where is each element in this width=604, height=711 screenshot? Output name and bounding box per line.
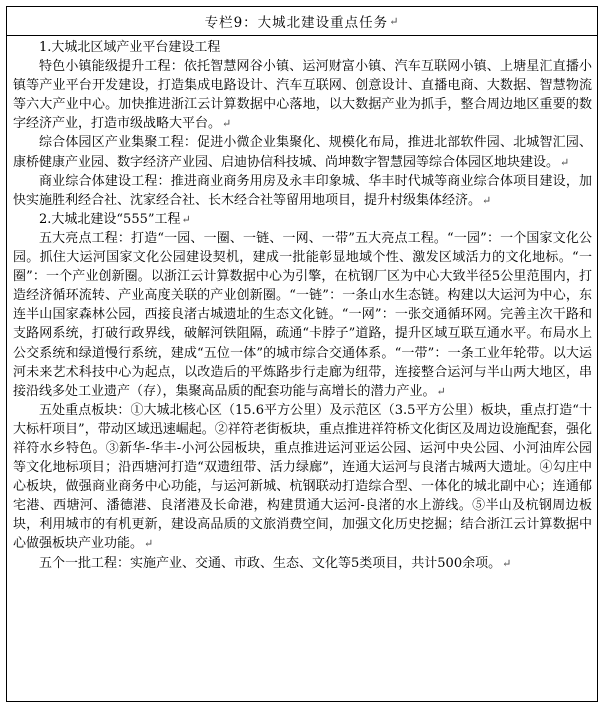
box-title: 专栏9：大城北建设重点任务 [204,15,389,31]
paragraph-mark-icon: ↵ [222,117,232,131]
section-heading-2: 2.大城北建设“555”工程↵ [39,211,191,227]
paragraph-mark-icon: ↵ [389,14,400,28]
paragraph-mark-icon: ↵ [502,556,512,570]
paragraph-mark-icon: ↵ [560,155,570,169]
box-title-cell [6,6,598,35]
paragraph-park-cluster: 综合体园区产业集聚工程：促进小微企业集聚化、规模化布局，推进北部软件园、北城智汇园、康桥健康产业园、数字经济产业园、启迪协信科技城、尚坤数字智慧园等综合体园区地块建设。↵ [13,135,592,170]
paragraph-mark-icon: ↵ [482,193,492,207]
feature-box [6,6,598,702]
paragraph-five-highlights: 五大亮点工程：打造“一园、一圈、一链、一网、一带”五大亮点工程。“一园”：一个国家文化公园。抓住大运河国家文化公园建设契机，建成一批能彰显地域个性、激发区域活力的文化地标。“一圈”：一个产业创新圈。以浙江云计算数据中心为引擎，在杭钢厂区为中心大致半径5公里范围内，打造经济循环流转、产业高度关联的产业创新圈。“一链”：一条山水生态链。构建以大运河为中心，东连半山国家森林公园，西接良渚古城遗址的生态文化链。“一网”：一张交通循环网。完善主次干路和支路网系统，打破行政界线，破解河铁阻隔，疏通“卡脖子”道路，提升区域互联互通水平。布局水上公交系统和绿道慢行系统，建成“五位一体”的城市综合交通体系。“一带”：一条工业年轮带。以大运河未来艺术科技中心为起点，以改造后的平炼路步行走廊为纽带，连接整合运河与半山两大地区，串接沿线多处工业遗产（存），集聚高品质的配套功能与高增长的潜力产业。↵ [13,230,592,399]
paragraph-five-batches: 五个一批工程：实施产业、交通、市政、生态、文化等5类项目，共计500余项。↵ [39,555,512,571]
box-content [6,35,598,702]
paragraph-mark-icon: ↵ [181,212,191,226]
paragraph-mark-icon: ↵ [144,537,154,551]
paragraph-town-upgrade: 特色小镇能级提升工程：依托智慧网谷小镇、运河财富小镇、汽车互联网小镇、上塘星汇直播小镇等产业平台开发建设，打造集成电路设计、汽车互联网、创意设计、直播电商、大数据、智慧物流等六大产业中心。加快推进浙江云计算数据中心落地，以大数据产业为抓手，整合周边地区重要的数字经济产业，打造市级战略大平台。↵ [13,59,592,132]
section-heading-1: 1.大城北区域产业平台建设工程 [39,40,221,55]
paragraph-commercial-complex: 商业综合体建设工程：推进商业商务用房及永丰印象城、华丰时代城等商业综合体项目建设，加快实施胜利经合社、沈家经合社、长木经合社等留用地项目，提升村级集体经济。↵ [13,173,592,208]
paragraph-mark-icon: ↵ [436,384,446,398]
paragraph-five-blocks: 五处重点板块：①大城北核心区（15.6平方公里）及示范区（3.5平方公里）板块，重点打造“十大标杆项目”，带动区域迅速崛起。②祥符老街板块，重点推进祥符桥文化街区及周边设施配套，强化祥符水乡特色。③新华-华丰-小河公园板块，重点推进运河亚运公园、运河中央公园、小河油库公园等文化地标项目；沿西塘河打造“双遗纽带、活力绿廊”，连通大运河与良渚古城两大遗址。④勾庄中心板块，做强商业商务中心功能，与运河新城、杭钢联动打造综合型、一体化的城北副中心；连通郁宅港、西塘河、潘德港、良渚港及长命港，构建贯通大运河-良渚的水上游线。⑤半山及杭钢周边板块，利用城市的有机更新，建设高品质的文旅消费空间，加强文化历史挖掘；结合浙江云计算数据中心做强板块产业功能。↵ [13,402,592,552]
